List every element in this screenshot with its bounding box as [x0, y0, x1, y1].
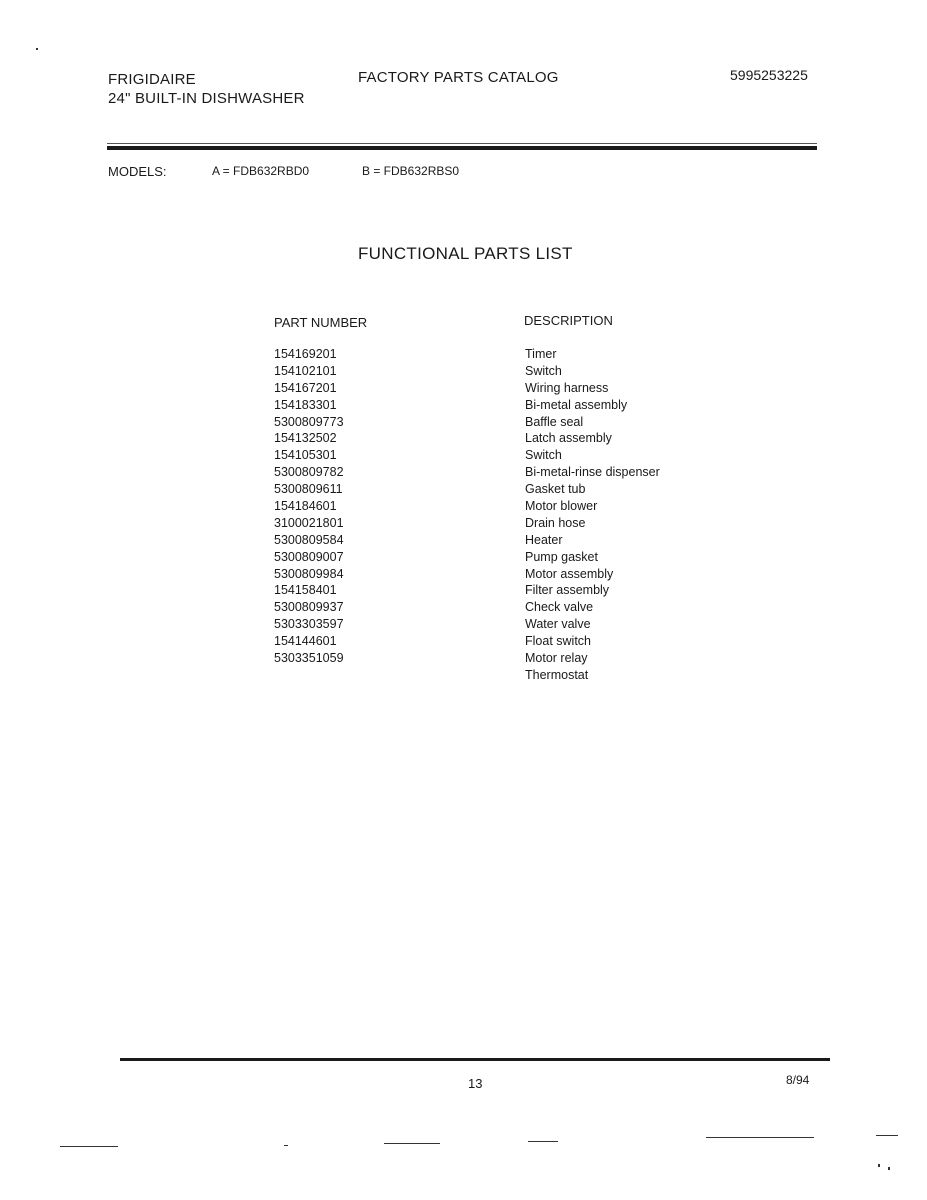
part-description: Switch	[525, 448, 562, 463]
part-number: 5300809984	[274, 566, 344, 581]
part-number: 5300809937	[274, 600, 344, 615]
part-description: Latch assembly	[525, 431, 612, 446]
part-description: Thermostat	[525, 667, 589, 682]
part-description: Timer	[525, 347, 557, 361]
product-name: 24" BUILT-IN DISHWASHER	[108, 90, 305, 107]
part-description: Wiring harness	[525, 380, 609, 395]
document-number: 5995253225	[730, 67, 808, 83]
part-description: Water valve	[525, 617, 591, 632]
part-number: 154105301	[274, 448, 337, 463]
part-description: Pump gasket	[525, 549, 598, 564]
scan-artifact	[284, 1145, 288, 1146]
scan-artifact	[888, 1167, 890, 1170]
scan-artifact	[878, 1164, 880, 1167]
part-description: Bi-metal-rinse dispenser	[525, 465, 660, 480]
part-description: Check valve	[525, 600, 594, 615]
part-number: 154169201	[274, 347, 337, 361]
column-header-description: DESCRIPTION	[524, 313, 613, 328]
revision-date: 8/94	[786, 1073, 810, 1087]
part-description: Motor relay	[525, 651, 588, 666]
section-title: FUNCTIONAL PARTS LIST	[358, 244, 573, 263]
part-description: Motor blower	[525, 499, 598, 514]
part-number: 154167201	[274, 380, 337, 395]
scan-artifact	[876, 1135, 898, 1136]
part-number: 154183301	[274, 397, 337, 412]
part-number: 5300809611	[274, 482, 343, 497]
part-description: Filter assembly	[525, 583, 610, 598]
part-description: Motor assembly	[525, 566, 614, 581]
catalog-title: FACTORY PARTS CATALOG	[358, 69, 559, 86]
part-description: Gasket tub	[525, 482, 586, 497]
model-a: A = FDB632RBD0	[212, 164, 310, 178]
footer-rule	[120, 1058, 830, 1061]
part-number: 5303351059	[274, 651, 344, 666]
part-number: 5300809007	[274, 549, 344, 564]
part-number: 154184601	[274, 499, 337, 514]
part-description: Heater	[525, 532, 563, 547]
part-description: Bi-metal assembly	[525, 397, 628, 412]
part-description: Float switch	[525, 634, 591, 649]
page-number: 13	[468, 1076, 483, 1091]
part-number: 154132502	[274, 431, 337, 446]
header-rule-thin	[107, 143, 817, 144]
part-number-list	[274, 346, 344, 667]
part-number: 154144601	[274, 634, 337, 649]
scan-artifact	[706, 1137, 814, 1138]
part-number: 154102101	[274, 363, 337, 378]
models-label: MODELS:	[108, 164, 167, 179]
scan-artifact	[528, 1141, 558, 1142]
part-number: 5300809773	[274, 414, 344, 429]
brand-name: FRIGIDAIRE	[108, 71, 196, 88]
part-description: Drain hose	[525, 515, 586, 530]
header-rule	[107, 146, 817, 150]
part-number: 154158401	[274, 583, 337, 598]
part-description: Baffle seal	[525, 414, 584, 429]
part-number: 3100021801	[274, 515, 344, 530]
scan-artifact	[60, 1146, 118, 1147]
part-number: 5303303597	[274, 617, 344, 632]
scan-artifact	[36, 48, 38, 50]
part-number: 5300809584	[274, 532, 344, 547]
part-number: 5300809782	[274, 465, 344, 480]
part-description: Switch	[525, 363, 562, 378]
scan-artifact	[384, 1143, 440, 1144]
column-header-part-number: PART NUMBER	[274, 315, 368, 330]
description-list	[525, 346, 660, 684]
model-b: B = FDB632RBS0	[362, 164, 460, 178]
